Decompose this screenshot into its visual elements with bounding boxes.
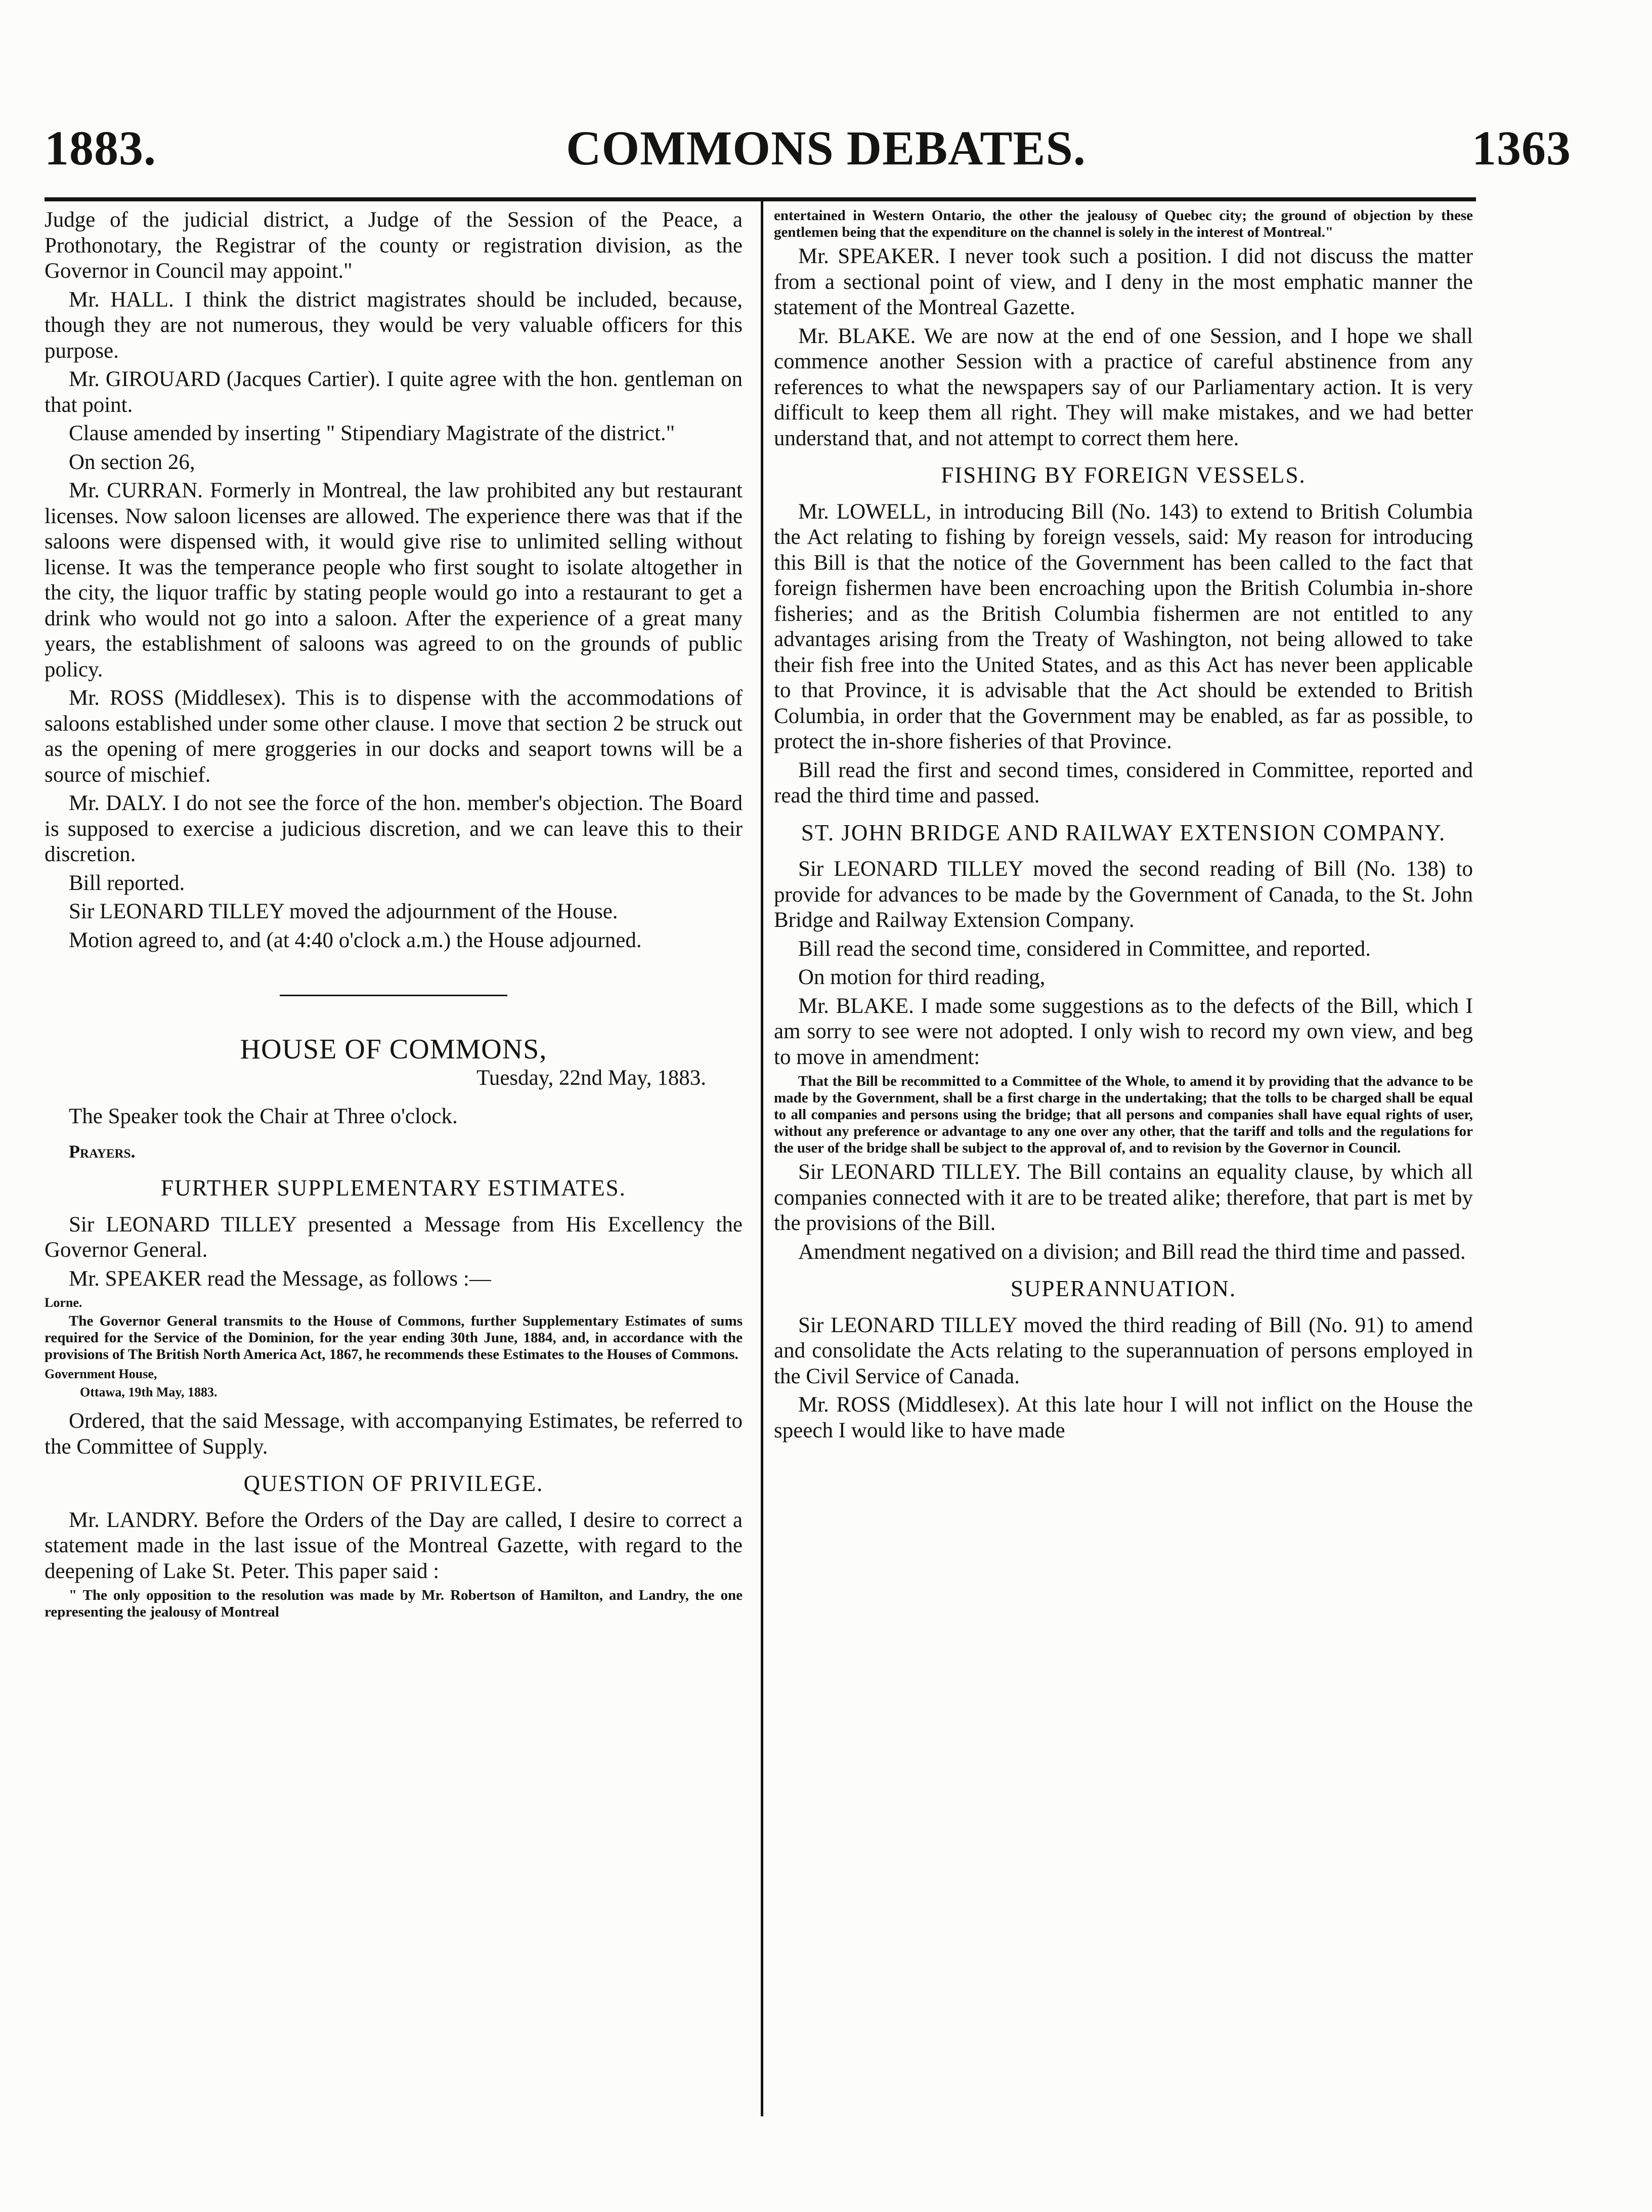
section-heading-bridge: ST. JOHN BRIDGE AND RAILWAY EXTENSION COMPANY. (801, 820, 1446, 845)
section-divider (280, 995, 507, 996)
section-heading-superannuation: SUPERANNUATION. (1010, 1276, 1237, 1301)
paragraph: On section 26, (69, 450, 195, 474)
paragraph: Clause amended by inserting " Stipendiary Magistrate of the district." (69, 421, 675, 445)
paragraph: Mr. SPEAKER read the Message, as follows :— (69, 1266, 491, 1291)
house-heading: HOUSE OF COMMONS, (240, 1034, 547, 1065)
message-place: Government House, (45, 1367, 157, 1381)
paragraph: Sir LEONARD TILLEY moved the third reading of Bill (No. 91) to amend and consolidate the Acts relating to the superannuation of persons employed in the Civil Service of Canada. (774, 1313, 1473, 1388)
paragraph: On motion for third reading, (798, 965, 1046, 989)
paragraph: Judge of the judicial district, a Judge of the Session of the Peace, a Prothonotary, the Registrar of the county or registration division, as the Governor in Council may appoint." (45, 208, 743, 283)
right-column (761, 207, 1473, 1447)
paragraph: Motion agreed to, and (at 4:40 o'clock a.m.) the House adjourned. (69, 928, 642, 952)
paragraph: Sir LEONARD TILLEY moved the adjournment of the House. (69, 900, 618, 923)
prayers-label: Prayers. (69, 1141, 136, 1162)
paragraph: Bill read the first and second times, considered in Committee, reported and read the third time and passed. (774, 758, 1473, 807)
page-year: 1883. (45, 121, 156, 175)
paragraph: Bill reported. (69, 871, 185, 895)
paragraph: Mr. BLAKE. We are now at the end of one Session, and I hope we shall commence another Session with a practice of careful abstinence from any references to what the newspapers say of our Parliamentary action. It is very difficult to keep them all right. They will make mistakes, and we had better understand that, and not attempt to correct them here. (774, 324, 1473, 450)
section-heading-privilege: QUESTION OF PRIVILEGE. (243, 1471, 544, 1496)
paragraph: Mr. DALY. I do not see the force of the hon. member's objection. The Board is supposed to exercise a judicious discretion, and we can leave this to their discretion. (45, 791, 743, 866)
section-heading-estimates: FURTHER SUPPLEMENTARY ESTIMATES. (161, 1175, 626, 1201)
paragraph: Mr. LANDRY. Before the Orders of the Day are called, I desire to correct a statement made in the last issue of the Montreal Gazette, with regard to the deepening of Lake St. Peter. This paper said : (45, 1508, 743, 1583)
paragraph: Mr. SPEAKER. I never took such a position. I did not discuss the matter from a sectional point of view, and I deny in the most emphatic manner the statement of the Montreal Gazette. (774, 244, 1473, 319)
header-rule (45, 197, 1476, 201)
paragraph: Mr. CURRAN. Formerly in Montreal, the law prohibited any but restaurant licenses. Now saloon licenses are allowed. The experience there was that if the saloons were dispensed with, it would give rise to unlimited selling without license. It was the temperance people who first sought to isolate altogether in the city, the liquor traffic by stating people would go into a restaurant to get a drink who would not go into a saloon. After the experience of a great many years, the establishment of saloons was agreed to on the grounds of public policy. (45, 479, 743, 682)
paragraph: Mr. ROSS (Middlesex). This is to dispense with the accommodations of saloons established under some other clause. I move that section 2 be struck out as the opening of mere groggeries in our docks and seaport towns will be a source of mischief. (45, 686, 743, 787)
quotation-continued: entertained in Western Ontario, the other the jealousy of Quebec city; the ground of objection by these gentlemen being that the expenditure on the channel is solely in the interest of Montreal." (774, 207, 1473, 240)
quotation: " The only opposition to the resolution was made by Mr. Robertson of Hamilton, and Landry, the one representing the jealousy of Montreal (45, 1587, 743, 1620)
paragraph: Mr. GIROUARD (Jacques Cartier). I quite agree with the hon. gentleman on that point. (45, 367, 743, 417)
paragraph: Mr. LOWELL, in introducing Bill (No. 143) to extend to British Columbia the Act relating to fishing by foreign vessels, said: My reason for introducing this Bill is that the notice of the Government has been called to the fact that foreign fishermen have been encroaching upon the British Columbia in-shore fisheries; and as the British Columbia fishermen are not entitled to any advantages arising from the Treaty of Washington, not being allowed to take their fish free into the United States, and as this Act has never been applicable to that Province, it is advisable that the Act should be extended to British Columbia, in order that the Government may be enabled, as far as possible, to protect the in-shore fisheries of that Province. (774, 499, 1473, 753)
paragraph: Ordered, that the said Message, with accompanying Estimates, be referred to the Committee of Supply. (45, 1409, 743, 1459)
paragraph: Mr. BLAKE. I made some suggestions as to the defects of the Bill, which I am sorry to see were not adopted. I only wish to record my own view, and beg to move in amendment: (774, 994, 1473, 1069)
left-column (45, 207, 743, 1624)
paragraph: Sir LEONARD TILLEY. The Bill contains an equality clause, by which all companies connected with it are to be treated alike; therefore, that part is met by the provisions of the Bill. (774, 1160, 1473, 1235)
paragraph: Mr. ROSS (Middlesex). At this late hour I will not inflict on the House the speech I would like to have made (774, 1393, 1473, 1442)
sitting-date: Tuesday, 22nd May, 1883. (476, 1066, 706, 1090)
page-title: COMMONS DEBATES. (566, 121, 1086, 175)
paragraph: Sir LEONARD TILLEY moved the second reading of Bill (No. 138) to provide for advances to be made by the Government of Canada, to the St. John Bridge and Railway Extension Company. (774, 857, 1473, 932)
paragraph: Sir LEONARD TILLEY presented a Message from His Excellency the Governor General. (45, 1212, 743, 1262)
amendment-text: That the Bill be recommitted to a Committee of the Whole, to amend it by providing that the advance to be made by the Government, shall be a first charge in the undertaking; that the tolls to be charged shall be equal to all companies and persons using the bridge; that all persons and companies shall have equal rights of user, without any preference or advantage to any one over any other, that the tariff and tolls and the regulations for the user of the bridge shall be subject to the approval of, and to revision by the Governor in Council. (774, 1073, 1473, 1156)
paragraph: Bill read the second time, considered in Committee, and reported. (798, 937, 1371, 961)
message-signature: Lorne. (45, 1295, 82, 1310)
page-number: 1363 (1472, 121, 1571, 175)
message-date: Ottawa, 19th May, 1883. (80, 1385, 218, 1399)
paragraph: Amendment negatived on a division; and Bill read the third time and passed. (798, 1240, 1466, 1264)
paragraph: The Speaker took the Chair at Three o'clock. (69, 1104, 458, 1128)
section-heading-fishing: FISHING BY FOREIGN VESSELS. (941, 462, 1306, 488)
paragraph: Mr. HALL. I think the district magistrates should be included, because, though they are not numerous, they would be very valuable officers for this purpose. (45, 287, 743, 363)
message-body: The Governor General transmits to the House of Commons, further Supplementary Estimates of sums required for the Service of the Dominion, for the year ending 30th June, 1884, and, in accordance with the provisions of The British North America Act, 1867, he recommends these Estimates to the Houses of Commons. (45, 1313, 743, 1363)
